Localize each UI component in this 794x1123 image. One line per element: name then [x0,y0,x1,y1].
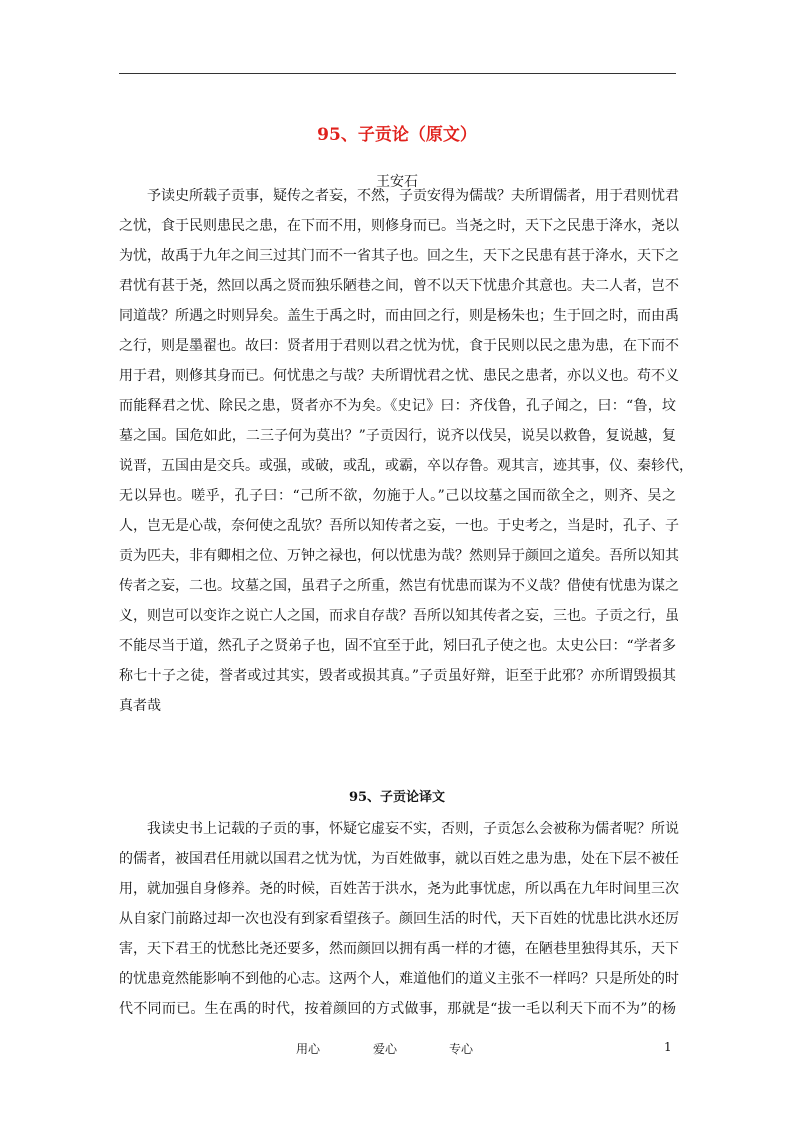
footer-word: 爱心 [373,1042,398,1056]
text-line: 不能尽当于道，然孔子之贤弟子也，固不宜至于此，矧曰孔子使之也。太史公曰：“学者多 [119,638,676,654]
text-line: 义，则岂可以变诈之说亡人之国，而求自存哉？吾所以知其传者之妄，三也。子贡之行，虽 [119,608,679,624]
document-title: 95、子贡论（原文） [317,125,477,145]
header-rule [119,73,676,74]
text-line: 害，天下君王的忧愁比尧还要多，然而颜回以拥有禹一样的才德，在陋巷里独得其乐，天下 [119,941,679,957]
text-line: 真者哉 [119,698,161,714]
text-line: 代不同而已。生在禹的时代，按着颜回的方式做事，那就是“拔一毛以利天下而不为”的杨 [119,1001,676,1017]
author-name: 王安石 [376,174,418,190]
text-line: 而能释君之忧、除民之患，贤者亦不为矣。《史记》曰：齐伐鲁，孔子闻之，曰：“鲁，坟 [119,398,676,414]
text-line: 说晋，五国由是交兵。或强，或破，或乱，或霸，卒以存鲁。观其言，迹其事，仪、秦轸代， [119,458,693,474]
text-line: 墓之国。国危如此，二三子何为莫出？”子贡因行，说齐以伐吴，说吴以救鲁，复说越，复 [119,428,676,444]
text-line: 无以异也。嗟乎，孔子曰：“己所不欲，勿施于人。”己以坟墓之国而欲全之，则齐、吴之 [119,488,676,504]
text-line: 为忧，故禹于九年之间三过其门而不一省其子也。回之生，天下之民患有甚于洚水，天下之 [119,248,679,264]
text-line: 的儒者，被国君任用就以国君之忧为忧，为百姓做事，就以百姓之患为患，处在下层不被任 [119,851,679,867]
text-line: 同道哉？所遇之时则异矣。盖生于禹之时，而由回之行，则是杨朱也；生于回之时，而由禹 [119,308,679,324]
page-number: 1 [664,1040,672,1054]
text-line: 之忧，食于民则患民之患，在下而不用，则修身而已。当尧之时，天下之民患于洚水，尧以 [119,218,679,234]
text-line: 人，岂无是心哉，奈何使之乱欤？吾所以知传者之妄，一也。于史考之，当是时，孔子、子 [119,518,679,534]
translation-title: 95、子贡论译文 [348,790,446,805]
footer-word: 专心 [449,1042,474,1056]
text-line: 之行，则是墨翟也。故曰：贤者用于君则以君之忧为忧，食于民则以民之患为患，在下而不 [119,338,679,354]
text-line: 从自家门前路过却一次也没有到家看望孩子。颜回生活的时代，天下百姓的忧患比洪水还厉 [119,911,679,927]
text-line: 君忧有甚于尧，然回以禹之贤而独乐陋巷之间，曾不以天下忧患介其意也。夫二人者，岂不 [119,278,679,294]
footer-word: 用心 [296,1042,321,1056]
text-line: 的忧患竟然能影响不到他的心志。这两个人，难道他们的道义主张不一样吗？只是所处的时 [119,971,679,987]
text-line: 贡为匹夫，非有卿相之位、万钟之禄也，何以忧患为哉？然则异于颜回之道矣。吾所以知其 [119,548,679,564]
text-line: 予读史所载子贡事，疑传之者妄，不然，子贡安得为儒哉？夫所谓儒者，用于君则忧君 [147,188,679,204]
text-line: 用，就加强自身修养。尧的时候，百姓苦于洪水，尧为此事忧虑，所以禹在九年时间里三次 [119,881,679,897]
text-line: 用于君，则修其身而已。何忧患之与哉？夫所谓忧君之忧、患民之患者，亦以义也。苟不义 [119,368,679,384]
text-line: 我读史书上记载的子贡的事，怀疑它虚妄不实，否则，子贡怎么会被称为儒者呢？所说 [147,821,679,837]
text-line: 传者之妄，二也。坟墓之国，虽君子之所重，然岂有忧患而谋为不义哉？借使有忧患为谋之 [119,578,679,594]
text-line: 称七十子之徒，誉者或过其实，毁者或损其真。”子贡虽好辩，讵至于此邪？亦所谓毁损其 [119,668,676,684]
